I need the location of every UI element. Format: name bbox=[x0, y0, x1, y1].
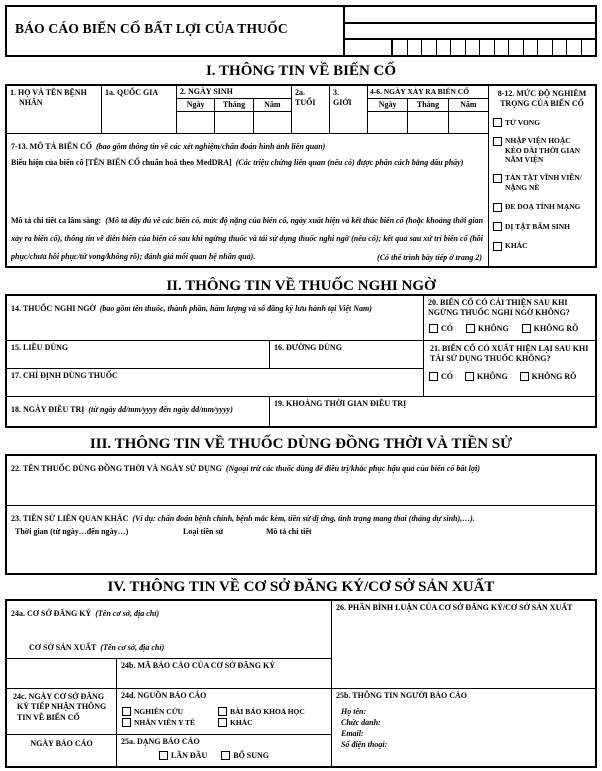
dechallenge-no[interactable] bbox=[466, 324, 509, 333]
section3-table bbox=[5, 454, 597, 575]
birth-defect-label: DỊ TẬT BẨM SINH bbox=[505, 221, 570, 231]
death-checkbox[interactable] bbox=[493, 118, 502, 127]
section4-title: IV. THÔNG TIN VỀ CƠ SỞ ĐĂNG KÝ/CƠ SỞ SẢN XUẤT bbox=[107, 579, 495, 595]
dose-label: 15. LIỀU DÙNG bbox=[11, 343, 69, 352]
rechallenge-unknown-checkbox[interactable] bbox=[520, 372, 529, 381]
birth-month-label: Tháng bbox=[215, 99, 252, 112]
section2-title: II. THÔNG TIN VỀ THUỐC NGHI NGỜ bbox=[166, 278, 436, 294]
field-age[interactable] bbox=[292, 86, 330, 134]
field-event-date bbox=[368, 86, 489, 134]
seriousness-option-death[interactable] bbox=[493, 118, 592, 128]
field-report-date[interactable] bbox=[7, 735, 117, 766]
field-empty-cell[interactable] bbox=[7, 659, 117, 689]
field-suspected-drug[interactable] bbox=[7, 296, 424, 341]
rechallenge-no-label: KHÔNG bbox=[477, 371, 508, 381]
death-label: TỬ VONG bbox=[505, 117, 541, 127]
field-birth-date bbox=[177, 86, 292, 134]
history-col-type: Loại tiền sử bbox=[183, 527, 224, 536]
section1-table bbox=[5, 84, 597, 268]
seriousness-option-disability[interactable] bbox=[493, 173, 592, 192]
report-code-label: 24b. MÃ BÁO CÁO CỦA CƠ SỞ ĐĂNG KÝ bbox=[121, 661, 276, 670]
source-other[interactable] bbox=[218, 718, 331, 727]
reporter-email-label: Email: bbox=[341, 728, 364, 738]
birth-defect-checkbox[interactable] bbox=[493, 222, 502, 231]
report-code-box bbox=[345, 5, 597, 57]
dechallenge-unknown-checkbox[interactable] bbox=[522, 324, 531, 333]
field-receive-date[interactable] bbox=[7, 689, 117, 735]
manufacturer-label: CƠ SỞ SẢN XUẤT bbox=[29, 643, 97, 652]
receive-date-label: 24c. NGÀY CƠ SỞ ĐĂNG KÝ TIẾP NHẬN THÔNG TIN VỀ BIẾN CỐ bbox=[13, 692, 107, 722]
code-digit-cell[interactable] bbox=[582, 40, 596, 55]
field-rechallenge bbox=[424, 341, 595, 397]
birth-day-label: Ngày bbox=[177, 99, 214, 112]
indication-label: 17. CHỈ ĐỊNH DÙNG THUỐC bbox=[11, 371, 118, 380]
source-literature-label: BÀI BÁO KHOA HỌC bbox=[230, 707, 305, 717]
seriousness-option-life-threatening[interactable] bbox=[493, 202, 592, 212]
dechallenge-yes-label: CÓ bbox=[441, 323, 453, 333]
report-date-label: NGÀY BÁO CÁO bbox=[30, 739, 93, 748]
field-reporter-info[interactable] bbox=[332, 689, 595, 766]
rechallenge-no[interactable] bbox=[465, 372, 508, 381]
suspected-drug-label: 14. THUỐC NGHI NGỜ bbox=[11, 304, 96, 313]
birth-year-label: Năm bbox=[254, 99, 291, 112]
rechallenge-unknown-label: KHÔNG RÕ bbox=[531, 371, 577, 381]
hospitalization-label: NHẬP VIỆN HOẶC KÉO DÀI THỜI GIAN NẰM VIỆN bbox=[505, 136, 581, 165]
life-threatening-checkbox[interactable] bbox=[493, 203, 502, 212]
source-literature-checkbox[interactable] bbox=[218, 707, 227, 716]
registration-holder-hint: (Tên cơ sở, địa chỉ) bbox=[95, 609, 160, 618]
rechallenge-label: 21. BIẾN CỐ CÓ XUẤT HIỆN LẠI SAU KHI TÁI SỬ DỤNG THUỐC KHÔNG? bbox=[430, 344, 589, 364]
history-col-period: Thời gian (từ ngày…đến ngày…) bbox=[15, 527, 129, 536]
source-health-professional-checkbox[interactable] bbox=[122, 718, 131, 727]
code-digit-cell[interactable] bbox=[422, 40, 437, 55]
suspected-drug-hint: (bao gồm tên thuốc, thành phần, hàm lượng và số đăng ký lưu hành tại Việt Nam) bbox=[99, 304, 372, 313]
company-comment-label: 26. PHẦN BÌNH LUẬN CỦA CƠ SỞ ĐĂNG KÝ/CƠ SỞ SẢN XUẤT bbox=[336, 603, 573, 612]
section3-title: III. THÔNG TIN VỀ THUỐC DÙNG ĐỒNG THỜI VÀ TIỀN SỬ bbox=[89, 436, 513, 452]
code-digit-cell[interactable] bbox=[553, 40, 568, 55]
field-company-comment[interactable] bbox=[332, 601, 595, 689]
field-report-type bbox=[117, 735, 332, 766]
clinical-detail-hint: (Mô tả đầy đủ về các biến cố, mức độ nặng của biến cố, ngày xuất hiện và kết thúc biến cố (hoặc khoảng thời gian xảy ra biến cố), thông tin về diễn biến của biến cố sau khi ngừng thuốc và tái sử dụng thuốc nghi ngờ (nếu có); kết quả sau xử trí biến cố (hồi phục/chưa hồi phục/tử vong/không rõ); đánh giá mối quan hệ nhân quả). bbox=[11, 216, 483, 261]
field-country[interactable] bbox=[102, 86, 177, 134]
field-dechallenge bbox=[424, 296, 595, 341]
field-event-description[interactable] bbox=[7, 134, 489, 266]
dechallenge-no-checkbox[interactable] bbox=[466, 324, 475, 333]
dechallenge-unknown[interactable] bbox=[522, 324, 579, 333]
field-dose[interactable] bbox=[7, 341, 270, 369]
continue-note: (Có thể trình bày tiếp ở trang 2) bbox=[377, 252, 482, 262]
medical-history-hint: (Ví dụ: chẩn đoán bệnh chính, bệnh mắc kèm, tiền sử dị ứng, tình trạng mang thai (tháng dự sinh),…). bbox=[132, 514, 475, 523]
dechallenge-yes-checkbox[interactable] bbox=[429, 324, 438, 333]
reporter-name-label: Họ tên: bbox=[341, 707, 367, 717]
seriousness-label: 8-12. MỨC ĐỘ NGHIÊM TRỌNG CỦA BIẾN CỐ bbox=[497, 89, 587, 109]
event-day-cell[interactable] bbox=[368, 99, 408, 133]
field-therapy-duration[interactable] bbox=[270, 397, 595, 426]
field-report-source bbox=[117, 689, 332, 735]
code-digit-cell[interactable] bbox=[509, 40, 524, 55]
birth-year-cell[interactable] bbox=[254, 99, 291, 133]
therapy-duration-label: 19. KHOẢNG THỜI GIAN ĐIỀU TRỊ bbox=[274, 399, 407, 408]
event-year-cell[interactable] bbox=[449, 99, 488, 133]
dechallenge-label: 20. BIẾN CỐ CÓ CẢI THIỆN SAU KHI NGỪNG THUỐC NGHI NGỜ KHÔNG? bbox=[428, 298, 570, 318]
field-patient-name-label: 1. HỌ VÀ TÊN BỆNH NHÂN bbox=[10, 88, 87, 108]
code-digit-cell[interactable] bbox=[451, 40, 466, 55]
field-sex-label: 3. GIỚI bbox=[333, 88, 352, 108]
hospitalization-checkbox[interactable] bbox=[493, 137, 502, 146]
seriousness-option-hospitalization[interactable] bbox=[493, 136, 592, 164]
therapy-dates-label: 18. NGÀY ĐIỀU TRỊ bbox=[11, 405, 85, 414]
history-col-detail: Mô tả chi tiết bbox=[266, 527, 312, 536]
source-literature[interactable] bbox=[218, 707, 331, 716]
source-other-checkbox[interactable] bbox=[218, 718, 227, 727]
event-day-label: Ngày bbox=[368, 99, 407, 112]
event-month-cell[interactable] bbox=[408, 99, 448, 133]
field-route[interactable] bbox=[270, 341, 424, 369]
rechallenge-yes-checkbox[interactable] bbox=[429, 372, 438, 381]
seriousness-other-label: KHÁC bbox=[505, 241, 528, 251]
initial-checkbox[interactable] bbox=[159, 751, 168, 760]
therapy-dates-hint: (từ ngày dd/mm/yyyy đến ngày dd/mm/yyyy) bbox=[88, 405, 233, 414]
code-row-3 bbox=[345, 40, 595, 55]
source-health-professional-label: NHÂN VIÊN Y TẾ bbox=[134, 718, 196, 728]
field-event-date-label: 4-6. NGÀY XẢY RA BIẾN CỐ bbox=[368, 86, 488, 99]
disability-label: TÀN TẬT VĨNH VIỄN/ NẶNG NỀ bbox=[505, 173, 582, 192]
source-study-checkbox[interactable] bbox=[122, 707, 131, 716]
code-digit-cell[interactable] bbox=[567, 40, 582, 55]
birth-month-cell[interactable] bbox=[215, 99, 253, 133]
event-description-label: 7-13. MÔ TẢ BIẾN CỐ bbox=[11, 142, 92, 151]
report-type-followup[interactable] bbox=[221, 751, 269, 760]
manufacturer-hint: (Tên cơ sở, địa chỉ) bbox=[100, 643, 165, 652]
source-health-professional[interactable] bbox=[122, 718, 218, 727]
dechallenge-no-label: KHÔNG bbox=[478, 323, 509, 333]
code-digit-cell[interactable] bbox=[495, 40, 510, 55]
form-title: BÁO CÁO BIẾN CỐ BẤT LỢI CỦA THUỐC bbox=[15, 21, 288, 36]
dechallenge-unknown-label: KHÔNG RÕ bbox=[533, 323, 579, 333]
field-patient-name[interactable] bbox=[7, 86, 102, 134]
source-study[interactable] bbox=[122, 707, 218, 716]
event-description-hint: (bao gồm thông tin về các xét nghiệm/chẩn đoán hình ảnh liên quan) bbox=[95, 142, 326, 151]
followup-checkbox[interactable] bbox=[221, 751, 230, 760]
seriousness-other-checkbox[interactable] bbox=[493, 242, 502, 251]
field-concomitant-drugs[interactable] bbox=[7, 456, 595, 506]
code-digit-cell[interactable] bbox=[466, 40, 481, 55]
section2-table bbox=[5, 294, 597, 428]
field-indication[interactable] bbox=[7, 369, 424, 397]
rechallenge-no-checkbox[interactable] bbox=[465, 372, 474, 381]
field-age-label: 2a. TUỔI bbox=[295, 88, 316, 108]
clinical-detail-label: Mô tả chi tiết ca lâm sàng: bbox=[11, 216, 102, 225]
concomitant-drugs-label: 22. TÊN THUỐC DÙNG ĐỒNG THỜI VÀ NGÀY SỬ DỤNG bbox=[11, 464, 222, 473]
code-prefix-cell[interactable] bbox=[345, 40, 393, 55]
code-digit-cell[interactable] bbox=[408, 40, 423, 55]
event-expression-label: Biểu hiện của biến cố [TÊN BIẾN CỐ chuẩn hoá theo MedDRA] bbox=[11, 158, 232, 167]
form-title-box bbox=[5, 5, 345, 57]
disability-checkbox[interactable] bbox=[493, 174, 502, 183]
field-country-label: 1a. QUỐC GIA bbox=[105, 88, 159, 97]
seriousness-option-birth-defect[interactable] bbox=[493, 222, 592, 232]
field-report-code[interactable] bbox=[117, 659, 332, 689]
life-threatening-label: ĐE DOẠ TÍNH MẠNG bbox=[505, 202, 581, 212]
report-type-initial[interactable] bbox=[159, 751, 207, 760]
section4-table bbox=[5, 599, 597, 768]
medical-history-label: 23. TIỀN SỬ LIÊN QUAN KHÁC bbox=[11, 514, 129, 523]
event-month-label: Tháng bbox=[408, 99, 447, 112]
field-birth-date-label: 2. NGÀY SINH bbox=[177, 86, 291, 99]
code-row-1[interactable] bbox=[345, 7, 595, 24]
code-digit-cell[interactable] bbox=[538, 40, 553, 55]
birth-day-cell[interactable] bbox=[177, 99, 215, 133]
registration-holder-label: 24a. CƠ SỞ ĐĂNG KÝ bbox=[11, 609, 92, 618]
field-sex[interactable] bbox=[330, 86, 368, 134]
rechallenge-yes-label: CÓ bbox=[441, 371, 453, 381]
code-digit-cell[interactable] bbox=[524, 40, 539, 55]
code-row-2[interactable] bbox=[345, 24, 595, 41]
code-digit-cell[interactable] bbox=[437, 40, 452, 55]
concomitant-drugs-hint: (Ngoại trừ các thuốc dùng để điều trị/khắc phục hậu quả của biến cố bất lợi) bbox=[225, 464, 481, 473]
event-expression-hint: (Các triệu chứng liên quan (nếu có) được phân cách bằng dấu phẩy) bbox=[235, 158, 464, 167]
code-digit-cell[interactable] bbox=[393, 40, 408, 55]
field-registration-holder[interactable] bbox=[7, 601, 332, 659]
source-study-label: NGHIÊN CỨU bbox=[134, 707, 184, 717]
field-medical-history[interactable] bbox=[7, 506, 595, 573]
followup-label: BỔ SUNG bbox=[233, 751, 270, 761]
section1-title: I. THÔNG TIN VỀ BIẾN CỐ bbox=[205, 63, 397, 79]
event-year-label: Năm bbox=[449, 99, 488, 112]
initial-label: LẦN ĐẦU bbox=[171, 751, 208, 761]
route-label: 16. ĐƯỜNG DÙNG bbox=[274, 343, 342, 352]
rechallenge-unknown[interactable] bbox=[520, 372, 577, 381]
reporter-title-label: Chức danh: bbox=[341, 718, 381, 728]
source-other-label: KHÁC bbox=[230, 718, 253, 728]
report-source-label: 24d. NGUỒN BÁO CÁO bbox=[121, 691, 207, 700]
rechallenge-yes[interactable] bbox=[429, 372, 453, 381]
report-type-label: 25a. DẠNG BÁO CÁO bbox=[121, 737, 200, 746]
field-therapy-dates[interactable] bbox=[7, 397, 270, 426]
reporter-phone-label: Số điện thoại: bbox=[341, 739, 388, 749]
seriousness-option-other[interactable] bbox=[493, 241, 592, 251]
reporter-info-label: 25b. THÔNG TIN NGƯỜI BÁO CÁO bbox=[336, 691, 467, 700]
code-digit-cell[interactable] bbox=[480, 40, 495, 55]
dechallenge-yes[interactable] bbox=[429, 324, 453, 333]
seriousness-column bbox=[489, 86, 595, 266]
